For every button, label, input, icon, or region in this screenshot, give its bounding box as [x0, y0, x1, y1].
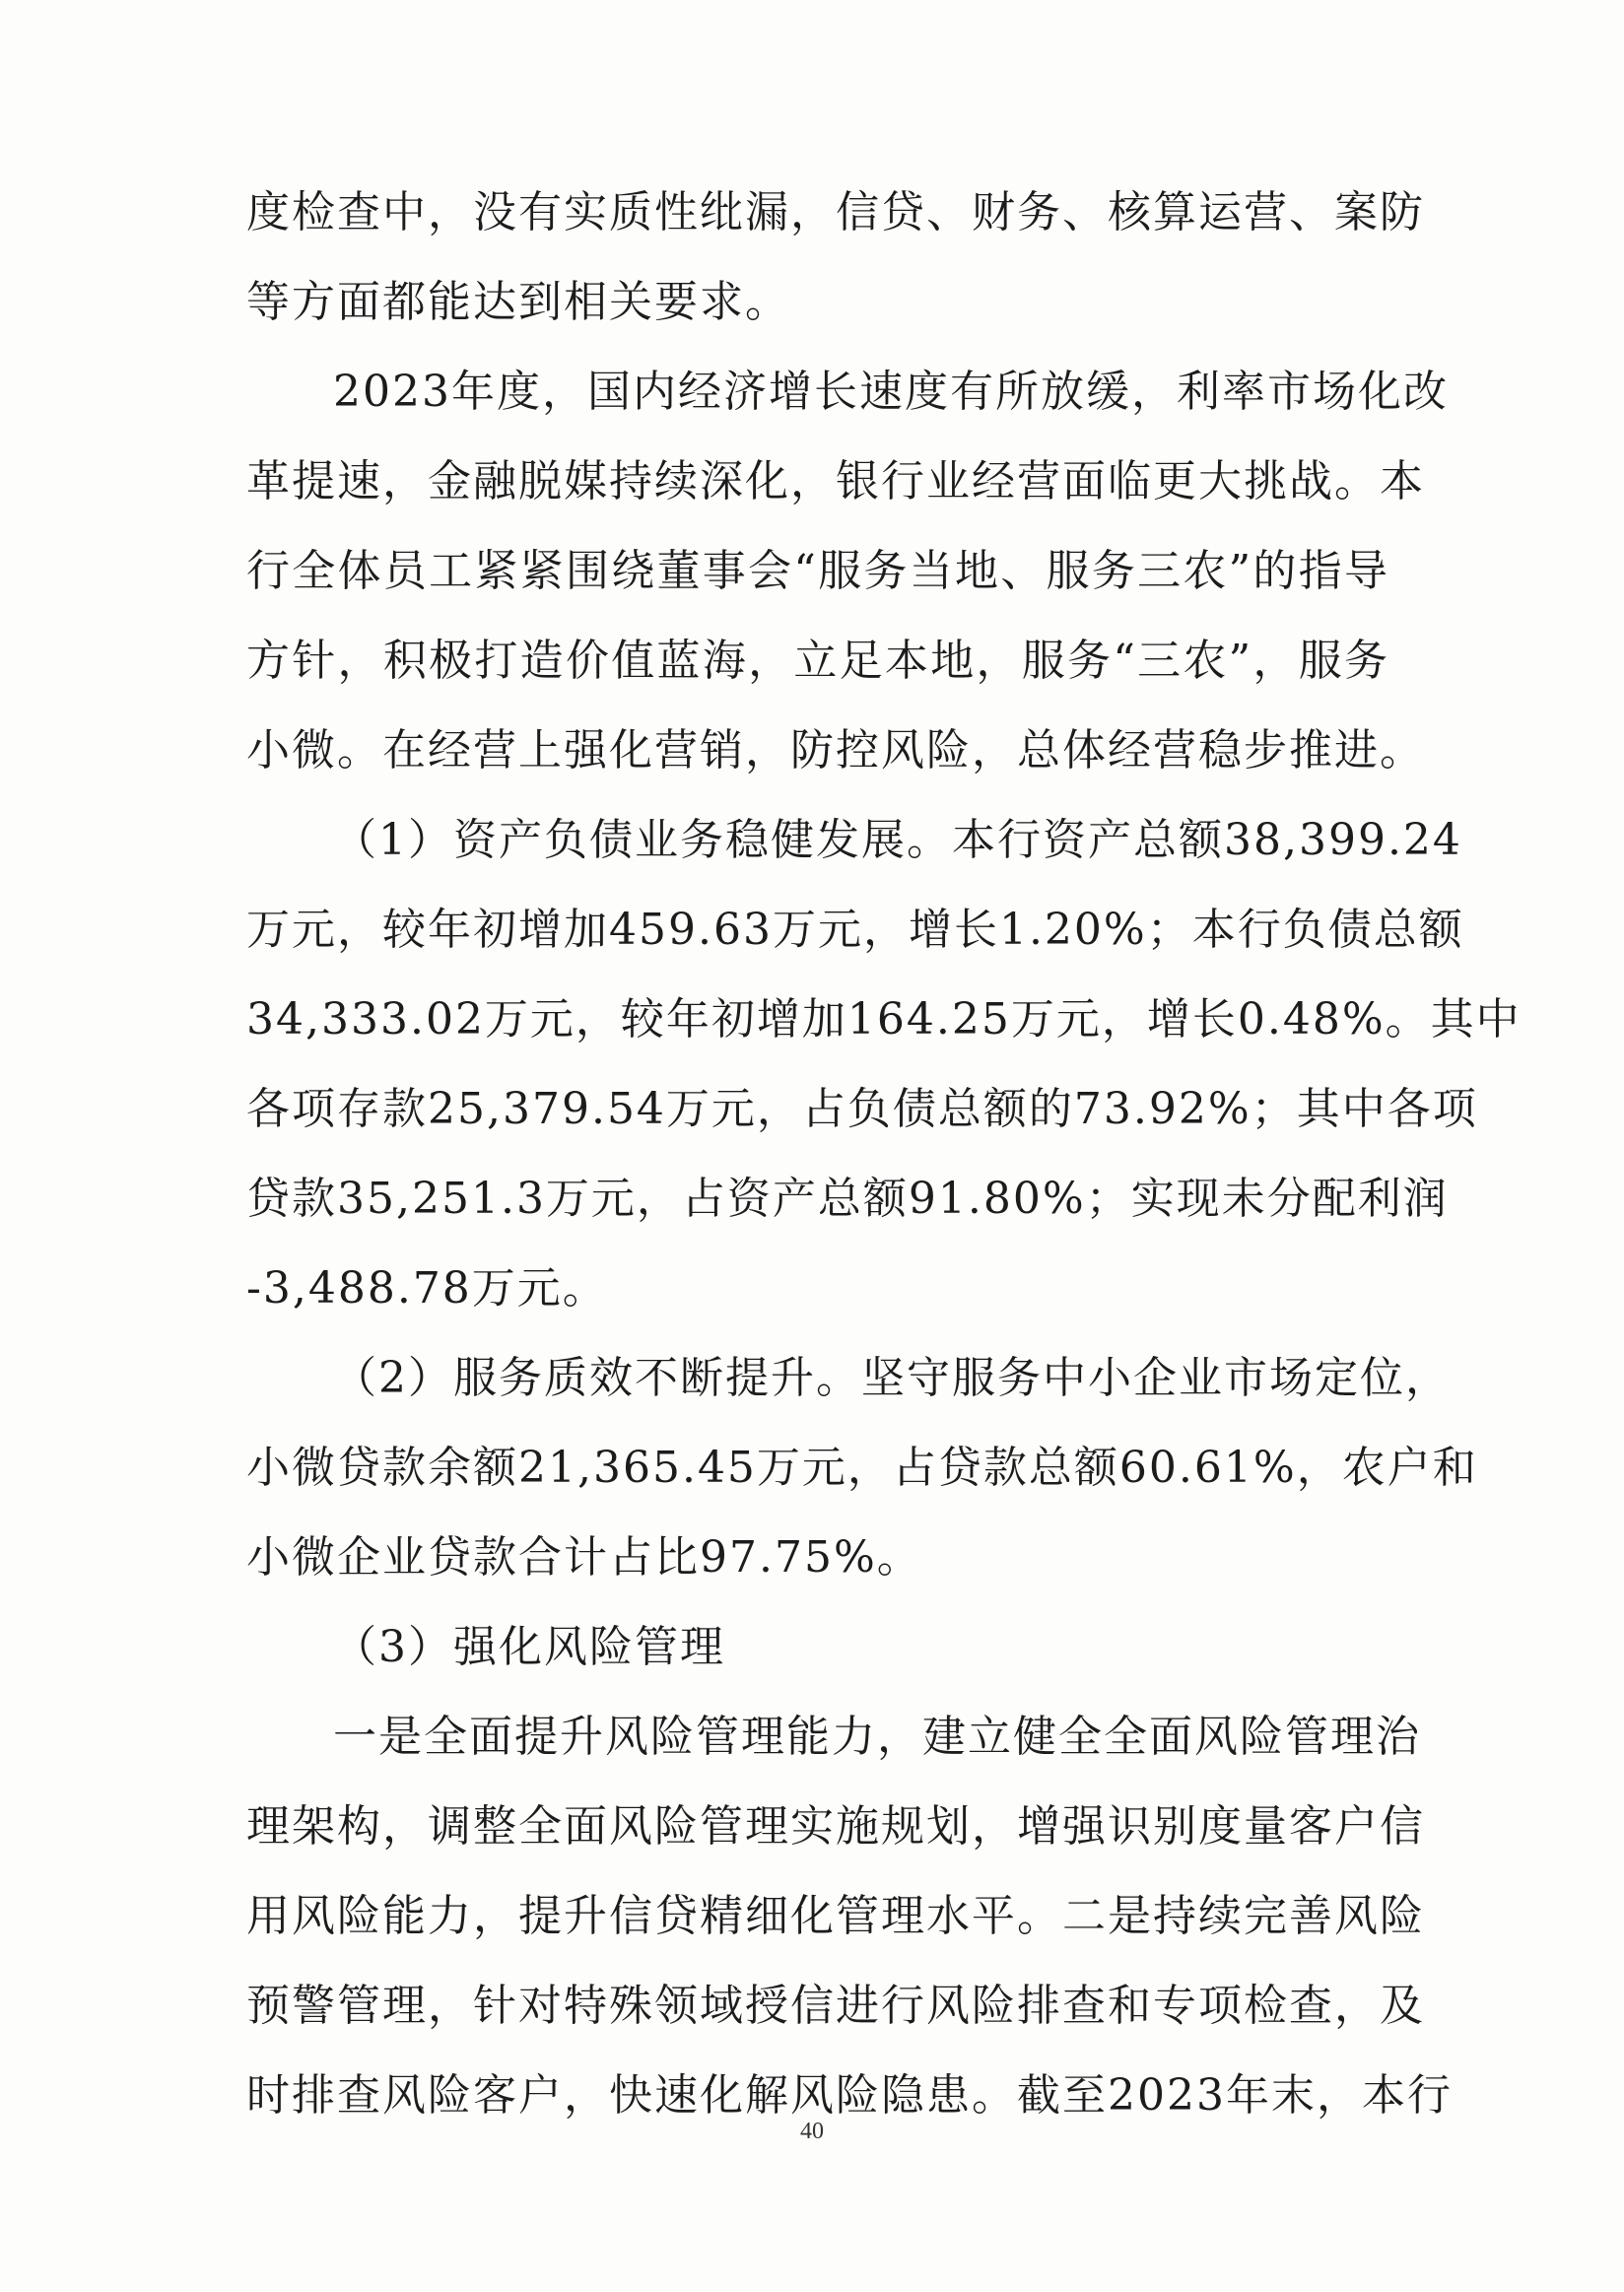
text-line: 预警管理，针对特殊领域授信进行风险排查和专项检查，及	[246, 1981, 1425, 2031]
page-number: 40	[800, 2119, 824, 2144]
text-line: 行全体员工紧紧围绕董事会“服务当地、服务三农”的指导	[246, 546, 1389, 596]
text-line: 理架构，调整全面风险管理实施规划，增强识别度量客户信	[246, 1801, 1425, 1852]
text-line: 贷款35,251.3万元，占资产总额91.80%；实现未分配利润	[246, 1174, 1449, 1224]
text-line: 用风险能力，提升信贷精细化管理水平。二是持续完善风险	[246, 1891, 1425, 1941]
paragraph-start-line: 一是全面提升风险管理能力，建立健全全面风险管理治	[333, 1712, 1421, 1762]
section-heading: （3）强化风险管理	[333, 1622, 725, 1672]
text-line: -3,488.78万元。	[246, 1263, 608, 1314]
text-line: 革提速，金融脱媒持续深化，银行业经营面临更大挑战。本	[246, 456, 1425, 506]
paragraph-start-line: 2023年度，国内经济增长速度有所放缓，利率市场化改	[333, 367, 1449, 417]
text-line: 度检查中，没有实质性纰漏，信贷、财务、核算运营、案防	[246, 187, 1425, 237]
text-line: 34,333.02万元，较年初增加164.25万元，增长0.48%。其中	[246, 994, 1522, 1045]
text-line: 小微贷款余额21,365.45万元，占贷款总额60.61%，农户和	[246, 1443, 1478, 1493]
body-text	[246, 168, 1522, 2140]
text-line: 各项存款25,379.54万元，占负债总额的73.92%；其中各项	[246, 1084, 1478, 1134]
text-line: 小微企业贷款合计占比97.75%。	[246, 1532, 922, 1583]
text-line: 方针，积极打造价值蓝海，立足本地，服务“三农”，服务	[246, 636, 1389, 686]
text-line: 时排查风险客户，快速化解风险隐患。截至2023年末，本行	[246, 2070, 1453, 2121]
paragraph-start-line: （2）服务质效不断提升。坚守服务中小企业市场定位，	[333, 1353, 1451, 1403]
text-line: 小微。在经营上强化营销，防控风险，总体经营稳步推进。	[246, 725, 1425, 775]
text-line: 等方面都能达到相关要求。	[246, 277, 790, 327]
text-line: 万元，较年初增加459.63万元，增长1.20%；本行负债总额	[246, 905, 1464, 955]
paragraph-start-line: （1）资产负债业务稳健发展。本行资产总额38,399.24	[333, 815, 1462, 865]
